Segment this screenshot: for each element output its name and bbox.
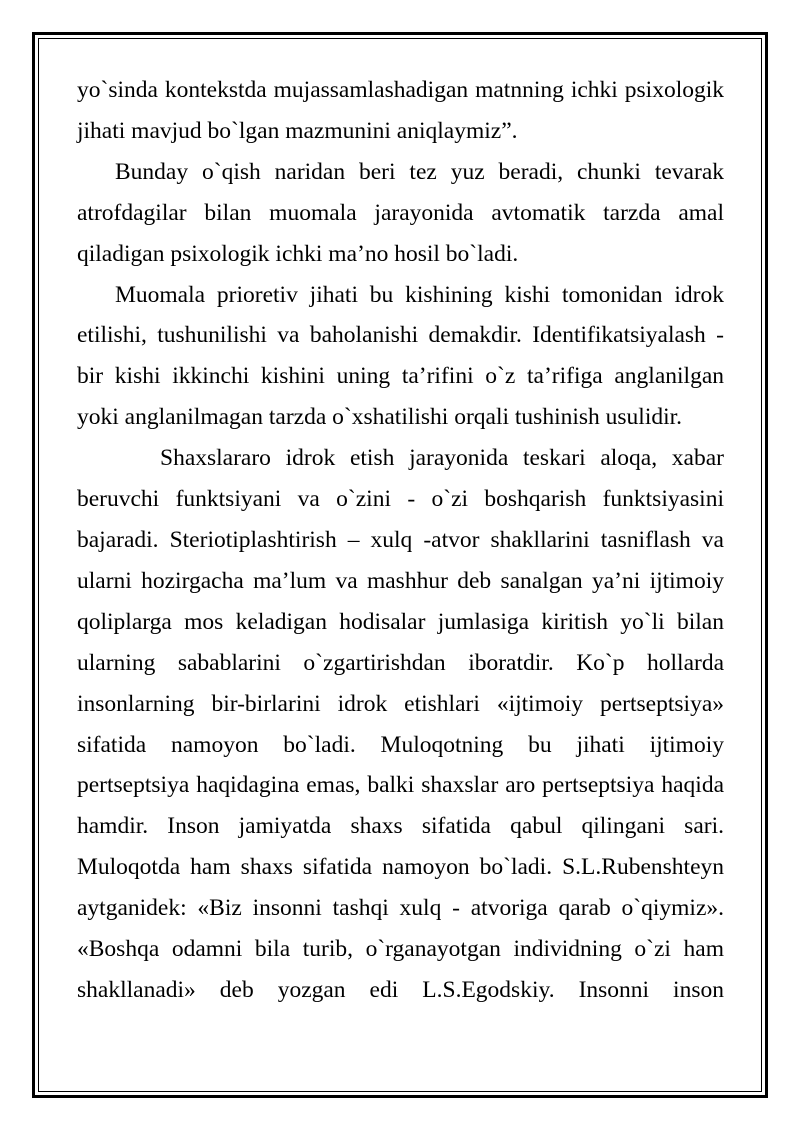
paragraph-1: yo`sinda kontekstda mujassamlashadigan matnning ichki psixologik jihati mavjud bo`lgan mazmunini aniqlaymiz”.	[77, 77, 724, 144]
paragraph-3: Muomala prioretiv jihati bu kishining kishi tomonidan idrok etilishi, tushunilishi va baholanishi demakdir. Identifikatsiyalash - bir kishi ikkinchi kishini uning ta’rifini o`z ta’rifiga anglanilgan yoki anglanilmagan tarzda o`xshatilishi orqali tushinish usulidir.	[77, 281, 724, 431]
document-body	[77, 70, 724, 1011]
paragraph-2: Bunday o`qish naridan beri tez yuz beradi, chunki tevarak atrofdagilar bilan muomala jarayonida avtomatik tarzda amal qiladigan psixologik ichki ma’no hosil bo`ladi.	[77, 158, 724, 267]
paragraph-4: Shaxslararo idrok etish jarayonida teskari aloqa, xabar beruvchi funktsiyani va o`zini - o`zi boshqarish funktsiyasini bajaradi. Steriotiplashtirish – xulq -atvor shakllarini tasniflash va ularni hozirgacha ma’lum va mashhur deb sanalgan ya’ni ijtimoiy qoliplarga mos keladigan hodisalar jumlasiga kiritish yo`li bilan ularning sabablarini o`zgartirishdan iboratdir. Ko`p hollarda insonlarning bir-birlarini idrok etishlari «ijtimoiy pertseptsiya» sifatida namoyon bo`ladi. Muloqotning bu jihati ijtimoiy pertseptsiya haqidagina emas, balki shaxslar aro pertseptsiya haqida hamdir. Inson jamiyatda shaxs sifatida qabul qilingani sari. Muloqotda ham shaxs sifatida namoyon bo`ladi. S.L.Rubenshteyn aytganidek: «Biz insonni tashqi xulq - atvoriga qarab o`qiymiz». «Boshqa odamni bila turib, o`rganayotgan individning o`zi ham shakllanadi» deb yozgan edi L.S.Egodskiy. Insonni inson	[77, 445, 724, 1003]
